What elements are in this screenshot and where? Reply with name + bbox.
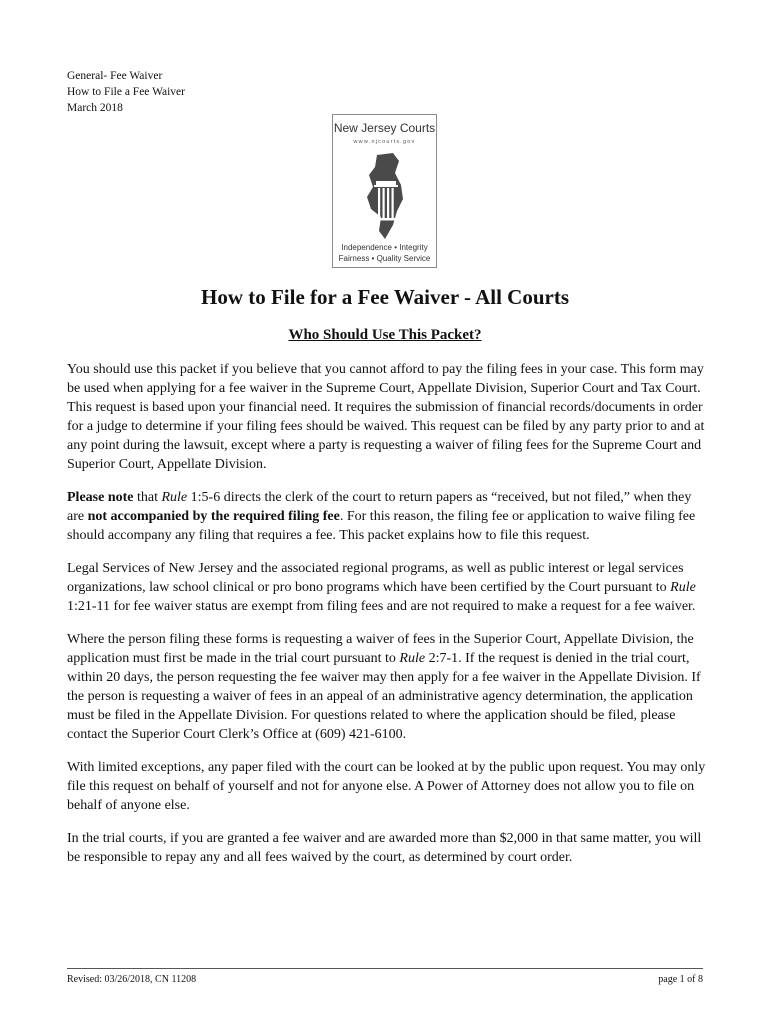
logo-motto-2: Fairness • Quality Service: [338, 254, 431, 263]
rule-label: Rule: [399, 651, 426, 666]
paragraph-2-text-b: 1:5-6 directs the clerk of the court to return papers as “received, but not filed,” when they are: [67, 490, 692, 524]
filing-fee-emphasis: not accompanied by the required filing fee: [87, 509, 340, 524]
header-line-2: How to File a Fee Waiver: [67, 86, 185, 98]
rule-label: Rule: [670, 580, 696, 595]
please-note-label: Please note: [67, 490, 134, 505]
footer-divider: [67, 968, 703, 969]
new-jersey-column-icon: [363, 151, 407, 243]
rule-label: Rule: [161, 490, 188, 505]
paragraph-4-text-a: Where the person filing these forms is requesting a waiver of fees in the Superior Court, Appellate Division, the application must first be made in the trial court pursuant to: [67, 632, 694, 666]
page-title: How to File for a Fee Waiver - All Courts: [200, 285, 570, 309]
paragraph-6: In the trial courts, if you are granted a fee waiver and are awarded more than $2,000 in that same matter, you will be responsible to repay any and all fees waived by the court, as determined by court order.: [67, 831, 702, 865]
header-line-1: General- Fee Waiver: [67, 70, 163, 82]
paragraph-3-text-a: Legal Services of New Jersey and the associated regional programs, as well as public interest or legal services organizations, law school clinical or pro bono programs which have been certified by the Court pursuant to: [67, 561, 684, 595]
footer-revision: Revised: 03/26/2018, CN 11208: [67, 974, 197, 985]
logo-name: New Jersey Courts: [333, 121, 436, 135]
nj-courts-logo: [332, 114, 437, 268]
paragraph-4: [67, 630, 707, 744]
paragraph-3-text-b: 1:21-11 for fee waiver status are exempt from filing fees and are not required to make a request for a fee waiver.: [67, 599, 696, 614]
paragraph-2: [67, 488, 707, 545]
section-heading: Who Should Use This Packet?: [288, 327, 482, 343]
footer-page-number: page 1 of 8: [658, 974, 703, 985]
logo-url: www.njcourts.gov: [353, 139, 416, 145]
document-header: [67, 68, 185, 116]
paragraph-5: With limited exceptions, any paper filed with the court can be looked at by the public upon request. You may only file this request on behalf of yourself and not for anyone else. A Power of Attorney does not allow you to file on behalf of anyone else.: [67, 760, 706, 813]
document-body: [67, 360, 707, 881]
paragraph-3: [67, 559, 707, 616]
paragraph-4-text-b: 2:7-1. If the request is denied in the trial court, within 20 days, the person requesting the fee waiver may then apply for a fee waiver in the Appellate Division. If the person is requesting a waiver of fees in an appeal of an administrative agency determination, the application must be filed in the Appellate Division. For questions related to where the application should be filed, please contact the Superior Court Clerk’s Office at (609) 421-6100.: [67, 651, 701, 742]
paragraph-2-text-c: . For this reason, the filing fee or application to waive filing fee should accompany any filing that requires a fee. This packet explains how to file this request.: [67, 509, 696, 543]
paragraph-2-text-a: that: [133, 490, 162, 505]
header-line-3: March 2018: [67, 102, 123, 114]
logo-motto-1: Independence • Integrity: [341, 243, 428, 252]
paragraph-1: You should use this packet if you believe that you cannot afford to pay the filing fees in your case. This form may be used when applying for a fee waiver in the Supreme Court, Appellate Division, Superior Court and Tax Court. This request is based upon your financial need. It requires the submission of financial records/documents in order for a judge to determine if your filing fees should be waived. This request can be filed by any party prior to and at any point during the lawsuit, except where a party is requesting a waiver of filing fees for the Supreme Court and Superior Court, Appellate Division.: [67, 362, 705, 472]
